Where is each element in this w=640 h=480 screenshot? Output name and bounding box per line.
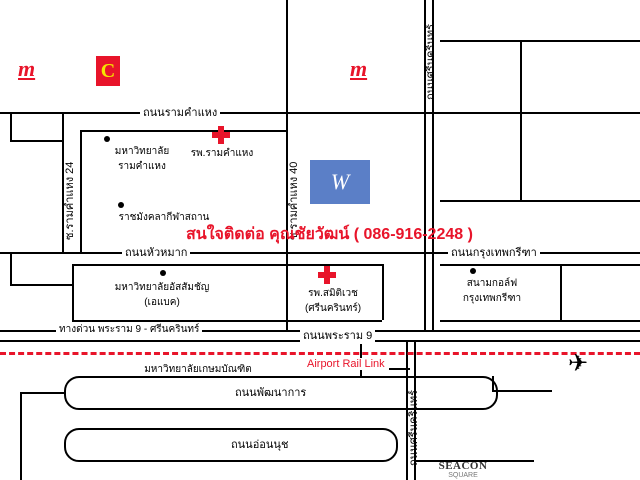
block-line-18 bbox=[20, 392, 22, 480]
block-line-4 bbox=[10, 284, 72, 286]
poi-ramkhamhaeng-hospital bbox=[180, 146, 264, 161]
block-line-13 bbox=[440, 200, 640, 202]
hospital-cross-icon bbox=[212, 126, 230, 144]
poi-label-line1: มหาวิทยาลัย bbox=[114, 146, 170, 157]
poi-dot-rajamangala-stadium bbox=[118, 202, 124, 208]
poi-label-line2: (ศรีนครินทร์) bbox=[304, 303, 362, 314]
poi-label-line1: รพ.รามคำแหง bbox=[190, 148, 254, 159]
w-logo bbox=[310, 160, 370, 204]
block-line-9 bbox=[80, 130, 82, 252]
airport-icon: ✈ bbox=[568, 350, 589, 377]
poi-label-line1: ราชมังคลากีฬาสถาน bbox=[118, 212, 210, 223]
poi-kasem-bundit-university bbox=[118, 362, 278, 377]
label-road-srinakarin-top: ถนนศรีนครินทร์ bbox=[425, 23, 437, 100]
block-line-22 bbox=[492, 390, 552, 392]
poi-label-line2: รามคำแหง bbox=[118, 161, 166, 172]
road-huamak-line bbox=[0, 252, 640, 254]
block-line-1 bbox=[10, 112, 12, 140]
poi-ramkhamhaeng-university bbox=[92, 144, 192, 174]
block-line-8 bbox=[382, 264, 384, 320]
w-logo-letter: W bbox=[330, 169, 350, 194]
label-road-krungthep-kritha: ถนนกรุงเทพกรีฑา bbox=[448, 243, 540, 261]
block-line-17 bbox=[560, 264, 562, 320]
hospital-cross-icon bbox=[318, 266, 336, 284]
poi-abac-university bbox=[88, 280, 236, 310]
seacon-square-label bbox=[428, 460, 498, 480]
block-line-23 bbox=[492, 376, 494, 392]
poi-dot-abac bbox=[160, 270, 166, 276]
red-m-marker-left bbox=[18, 56, 35, 82]
block-line-2 bbox=[10, 140, 62, 142]
poi-label-line1: สนามกอล์ฟ bbox=[466, 278, 518, 289]
block-line-10 bbox=[80, 130, 286, 132]
label-road-ramkhamhaeng: ถนนรามคำแหง bbox=[140, 103, 220, 121]
poi-krungthep-kritha-golf bbox=[432, 276, 552, 306]
poi-label-line2: (เอแบค) bbox=[144, 297, 180, 308]
road-srinakarin-mid-line bbox=[424, 112, 426, 330]
road-ramkhamhaeng-line bbox=[0, 112, 640, 114]
poi-label-line1: รพ.สมิติเวช bbox=[308, 288, 358, 299]
label-road-huamak: ถนนหัวหมาก bbox=[122, 243, 190, 261]
block-line-3 bbox=[10, 252, 12, 284]
label-road-srinakarin-bottom: ถนนศรีนครินทร์ bbox=[408, 389, 420, 466]
poi-samitivej-hospital bbox=[288, 286, 378, 316]
block-line-5 bbox=[72, 264, 74, 320]
poi-dot-ramkhamhaeng-university bbox=[104, 136, 110, 142]
poi-dot-golf-course bbox=[470, 268, 476, 274]
poi-label-line2: กรุงเทพกรีฑา bbox=[462, 293, 522, 304]
poi-label-line1: มหาวิทยาลัยเกษมบัณฑิต bbox=[144, 364, 252, 375]
block-line-16 bbox=[440, 320, 640, 322]
seacon-name: SEACON bbox=[438, 460, 488, 472]
block-line-11 bbox=[440, 40, 640, 42]
contact-text: สนใจติดต่อ คุณชัยวัฒน์ ( 086-916-2248 ) bbox=[186, 226, 473, 243]
red-m-marker-right bbox=[350, 56, 367, 82]
label-expressway: ทางด่วน พระราม 9 - ศรีนครินทร์ bbox=[56, 322, 202, 337]
block-line-19 bbox=[20, 392, 66, 394]
block-line-14 bbox=[520, 112, 522, 200]
label-road-rama9: ถนนพระราม 9 bbox=[300, 326, 375, 344]
c-marker-glyph: C bbox=[100, 59, 116, 82]
airport-rail-link-line bbox=[0, 352, 640, 355]
red-m-marker-right-glyph: m bbox=[350, 56, 368, 81]
airport-rail-link-label: Airport Rail Link bbox=[303, 358, 389, 370]
label-road-ramkhamhaeng-24: ซ.รามคำแหง 24 bbox=[64, 161, 76, 240]
red-m-marker-left-glyph: m bbox=[18, 56, 36, 81]
c-marker-icon bbox=[96, 56, 120, 86]
label-road-phatthanakan: ถนนพัฒนาการ bbox=[232, 383, 309, 401]
label-road-onnut: ถนนอ่อนนุช bbox=[228, 435, 291, 453]
seacon-sub: SQUARE bbox=[448, 472, 478, 480]
label-road-ramkhamhaeng-40: ซ.รามคำแหง 40 bbox=[288, 161, 300, 240]
block-line-12 bbox=[520, 40, 522, 112]
block-line-15 bbox=[440, 264, 640, 266]
poi-label-line1: มหาวิทยาลัยอัสสัมชัญ bbox=[114, 282, 210, 293]
